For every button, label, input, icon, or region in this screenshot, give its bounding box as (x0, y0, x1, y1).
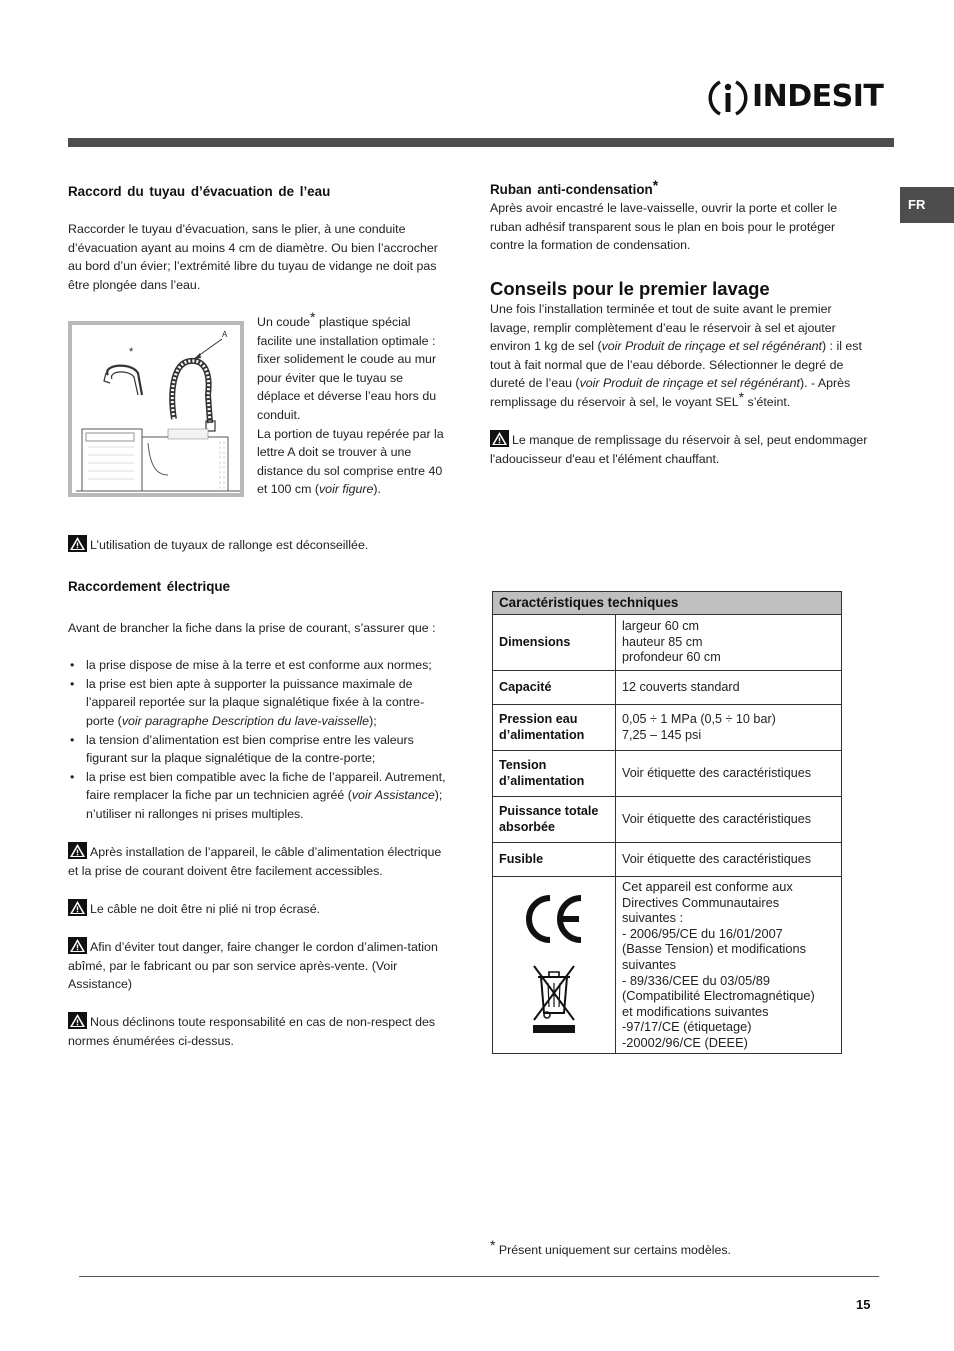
table-row: Puissance totale absorbée Voir étiquette des caractéristiques (493, 797, 842, 843)
drain-title: Raccord du tuyau d’évacuation de l’eau (68, 184, 331, 199)
electric-warning-4: Nous déclinons toute responsabilité en cas de non-respect des normes énumérées ci-dessus. (68, 1012, 446, 1050)
list-item: • la prise dispose de mise à la terre et est conforme aux normes; (68, 656, 446, 675)
list-item: • la prise est bien compatible avec la fiche de l’appareil. Autrement, faire remplacer la fiche par un technicien agréé (voir Assistance); n’utiliser ni rallonges ni prises multiples. (68, 768, 446, 824)
ce-mark-icon (519, 890, 589, 948)
first-wash-body: Une fois l’installation terminée et tout de suite avant le premier lavage, remplir complètement d’eau le réservoir à sel et ajouter environ 1 kg de sel (voir Produit de rinçage et sel régénérant) : il est tout à fait normal que de l’eau déborde. Sélectionner le degré de dureté de l’eau (voir Produit de rinçage et sel régénérant). - Après remplissage du réservoir à sel, le voyant SEL* s’éteint. (490, 302, 862, 409)
electric-body (68, 619, 446, 1051)
hose-height-paragraph: La portion de tuyau repérée par la lettre A doit se trouver à une distance du sol comprise entre 40 et 100 cm (voir figure). (257, 426, 444, 497)
warning-icon (68, 842, 87, 859)
brand-name: INDESIT (752, 79, 884, 114)
table-row: Fusible Voir étiquette des caractéristiques (493, 843, 842, 877)
footer-rule (79, 1276, 879, 1277)
compliance-marks (493, 877, 616, 1054)
compliance-row (493, 877, 842, 1054)
footnote-star: * (310, 309, 316, 325)
drain-paragraph: Raccorder le tuyau d’évacuation, sans le plier, à une conduite d’évacuation ayant au moins 4 cm de diamètre. Ou bien l’accrocher au bord d’un évier; l’extrémité libre du tuyau de vidange ne doit pas être plongée dans l’eau. (68, 222, 438, 292)
drain-section-title (68, 183, 448, 201)
header-bar (68, 138, 894, 147)
warning-icon (68, 937, 87, 954)
figure-reference: voir figure (318, 482, 374, 497)
list-item: • la prise est bien apte à supporter la puissance maximale de l’appareil reportée sur la plaque signalétique fixée à la contre-porte (voir paragraphe Description du lave-vaisselle); (68, 675, 446, 731)
warning-icon (68, 535, 87, 552)
first-wash-section (490, 278, 870, 468)
drain-figure-caption (257, 309, 449, 499)
figure-label-star: * (129, 346, 134, 358)
ribbon-title: Ruban anti-condensation* (490, 177, 659, 197)
electric-warning-3: Afin d’éviter tout danger, faire changer le cordon d’alimen-tation abîmé, par le fabricant ou par son service après-vente. (Voir Assistance) (68, 937, 446, 994)
ribbon-section (490, 177, 870, 255)
table-header (493, 592, 842, 615)
electric-intro: Avant de brancher la fiche dans la prise de courant, s’assurer que : (68, 621, 436, 635)
compliance-text: Cet appareil est conforme aux Directives Communautaires suivantes : - 2006/95/CE du 16/01/2007 (Basse Tension) et modifications suivantes - 89/336/CEE du 03/05/89 (Compatibilité Electromagnétique) et modifications suivantes -97/17/CE (étiquetage) -20002/96/CE (DEEE) (616, 877, 842, 1054)
first-wash-title: Conseils pour le premier lavage (490, 278, 770, 299)
electric-title: Raccordement électrique (68, 579, 231, 594)
specs-table (492, 591, 842, 1054)
elbow-paragraph: Un coude* plastique spécial facilite une installation optimale : fixer solidement le coude au mur pour éviter que le tuyau se déplace et déverse l’eau hors du conduit. (257, 309, 437, 422)
drain-body (68, 220, 448, 294)
footnote (490, 1237, 731, 1260)
indesit-logo-icon (706, 76, 750, 120)
figure-label-a: A (222, 330, 228, 339)
crossed-bin-icon (531, 963, 577, 1035)
extension-warning: L’utilisation de tuyaux de rallonge est déconseillée. (68, 535, 448, 555)
salt-warning: Le manque de remplissage du réservoir à sel, peut endommager l'adoucisseur d'eau et l'élément chauffant. (490, 430, 870, 468)
drain-hose-figure (68, 321, 244, 497)
electric-warning-1: Après installation de l’appareil, le câble d’alimentation électrique et la prise de courant doivent être facilement accessibles. (68, 842, 446, 880)
electric-warning-2: Le câble ne doit être ni plié ni trop écrasé. (68, 899, 446, 919)
language-tab: FR (900, 187, 954, 223)
table-row: Dimensions largeur 60 cm hauteur 85 cm profondeur 60 cm (493, 615, 842, 671)
drain-hose-illustration (72, 325, 240, 493)
electric-checklist (68, 656, 446, 823)
footnote-star: * (490, 1237, 496, 1253)
warning-icon (490, 430, 509, 447)
specs-table-wrapper (492, 591, 842, 1054)
table-row: Capacité 12 couverts standard (493, 671, 842, 705)
electric-section-title (68, 578, 448, 596)
brand-logo (706, 74, 884, 120)
ribbon-body: Après avoir encastré le lave-vaisselle, ouvrir la porte et coller le ruban adhésif transparent sous le plan en bois pour le protéger contre la formation de condensation. (490, 201, 838, 253)
specs-header: Caractéristiques techniques (493, 592, 842, 615)
warning-icon (68, 899, 87, 916)
warning-icon (68, 1012, 87, 1029)
table-row: Pression eau d’alimentation 0,05 ÷ 1 MPa (0,5 ÷ 10 bar) 7,25 – 145 psi (493, 705, 842, 751)
footnote-text: Présent uniquement sur certains modèles. (495, 1243, 731, 1257)
table-row: Tension d’alimentation Voir étiquette des caractéristiques (493, 751, 842, 797)
page-number: 15 (856, 1297, 871, 1312)
list-item: • la tension d’alimentation est bien comprise entre les valeurs figurant sur la plaque signalétique de la contre-porte; (68, 731, 446, 768)
